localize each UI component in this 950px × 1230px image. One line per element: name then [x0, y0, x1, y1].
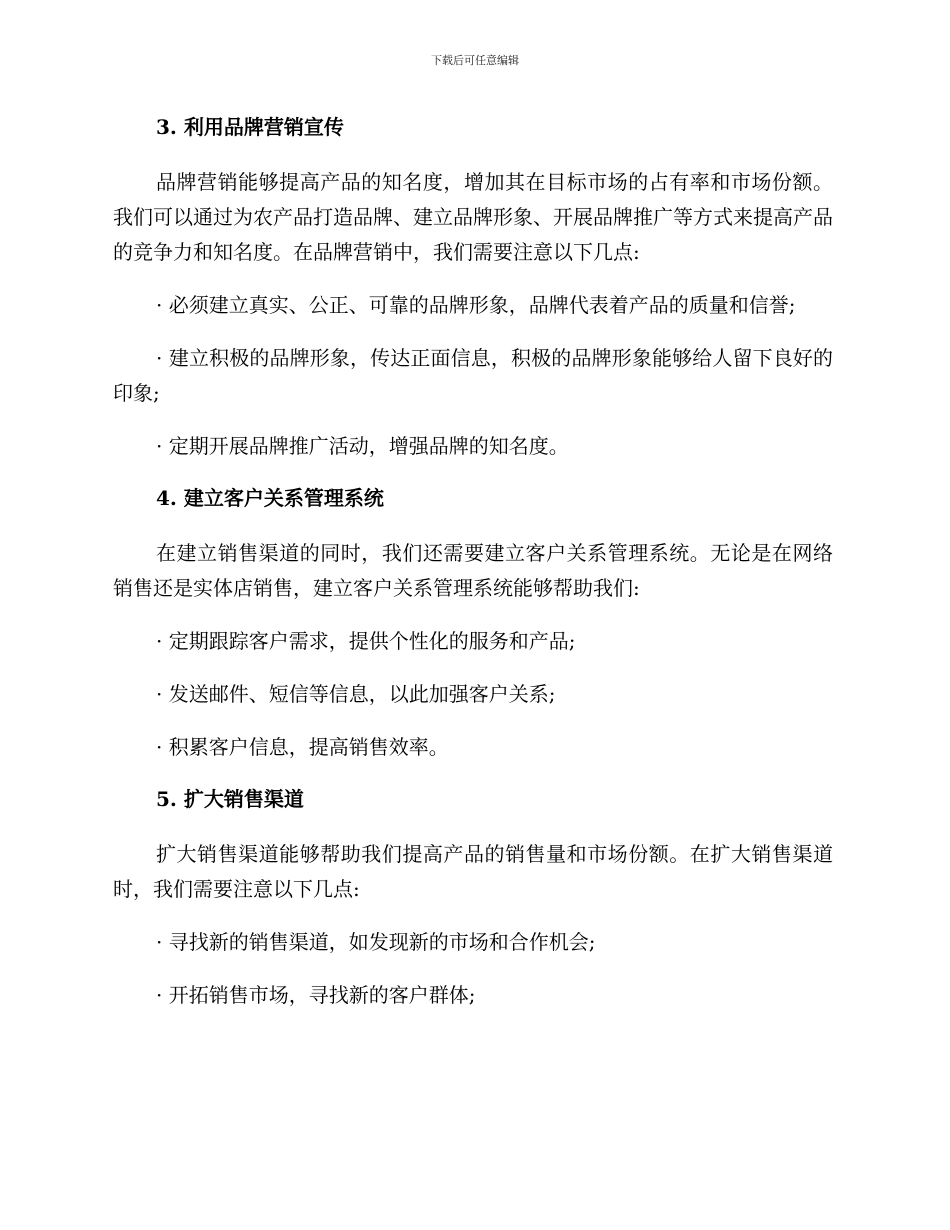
bullet-item: · 寻找新的销售渠道，如发现新的市场和合作机会;: [156, 930, 596, 954]
document-body: [113, 112, 833, 1013]
section-heading: 5. 扩大销售渠道: [156, 787, 304, 811]
page-header: 下载后可任意编辑: [431, 54, 519, 67]
bullet-item: · 积累客户信息，提高销售效率。: [156, 735, 449, 759]
bullet-item: · 开拓销售市场，寻找新的客户群体;: [156, 983, 476, 1007]
bullet-item: · 定期开展品牌推广活动，增强品牌的知名度。: [156, 434, 569, 458]
bullet-item: · 发送邮件、短信等信息，以此加强客户关系;: [156, 682, 556, 706]
paragraph: 在建立销售渠道的同时，我们还需要建立客户关系管理系统。无论是在网络销售还是实体店销售，建立客户关系管理系统能够帮助我们:: [113, 541, 833, 600]
section-heading: 3. 利用品牌营销宣传: [156, 115, 344, 139]
paragraph: 品牌营销能够提高产品的知名度，增加其在目标市场的占有率和市场份额。我们可以通过为农产品打造品牌、建立品牌形象、开展品牌推广等方式来提高产品的竞争力和知名度。在品牌营销中，我们需要注意以下几点:: [113, 170, 833, 264]
paragraph: 扩大销售渠道能够帮助我们提高产品的销售量和市场份额。在扩大销售渠道时，我们需要注意以下几点:: [113, 842, 833, 901]
section-heading: 4. 建立客户关系管理系统: [156, 486, 384, 510]
bullet-item: · 必须建立真实、公正、可靠的品牌形象，品牌代表着产品的质量和信誉;: [156, 293, 796, 317]
bullet-item: · 定期跟踪客户需求，提供个性化的服务和产品;: [156, 629, 576, 653]
bullet-item: · 建立积极的品牌形象，传达正面信息，积极的品牌形象能够给人留下良好的印象;: [113, 346, 833, 405]
